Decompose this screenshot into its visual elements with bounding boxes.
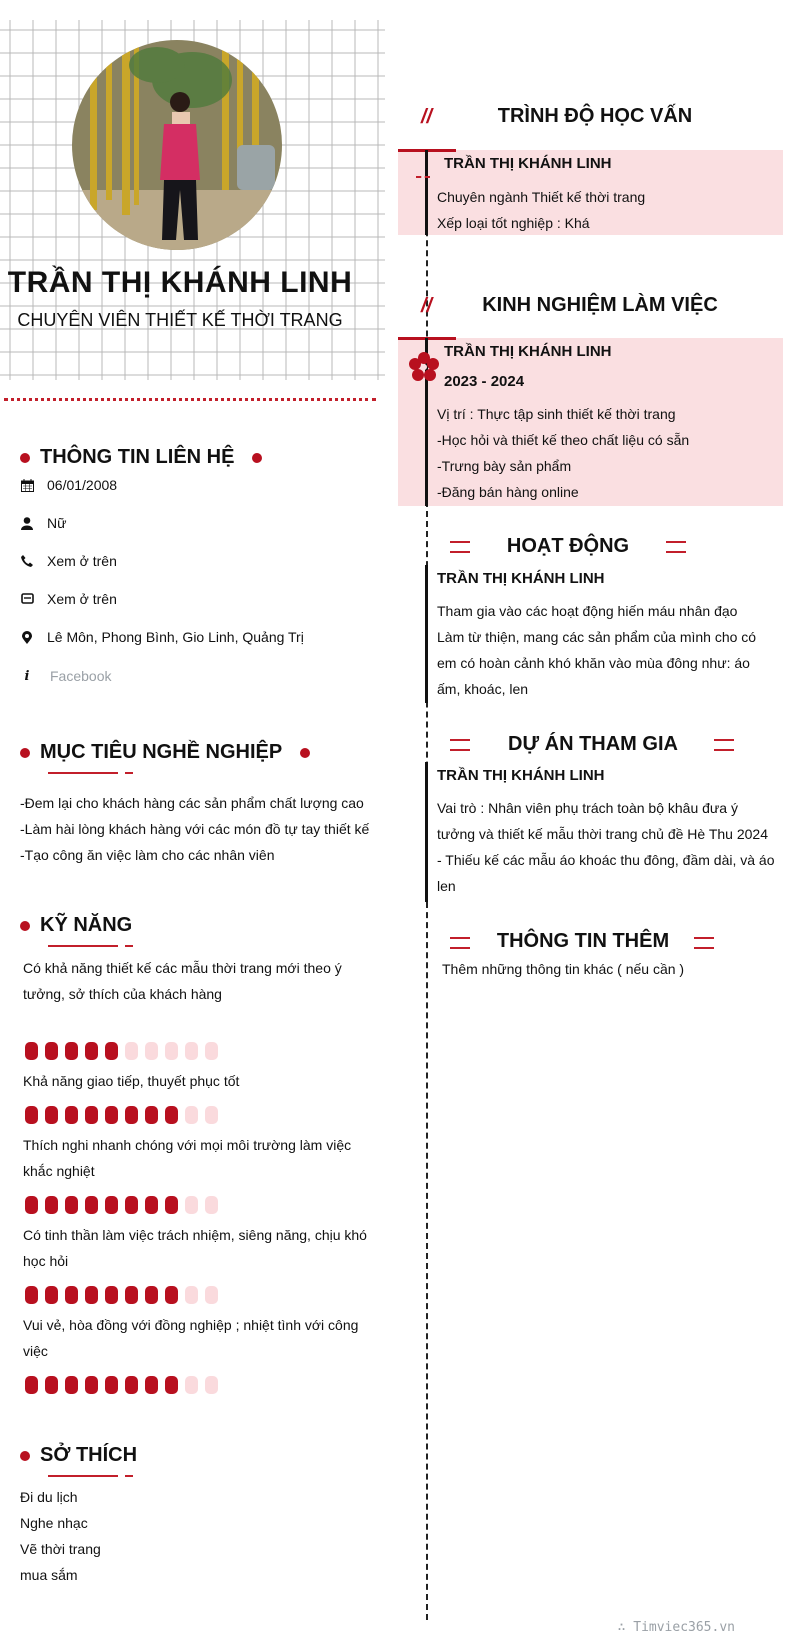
- double-line-icon: [694, 937, 714, 949]
- watermark: ∴ Timviec365.vn: [617, 1620, 735, 1635]
- email-icon: [20, 592, 34, 606]
- experience-details: Vị trí : Thực tập sinh thiết kế thời trang -Học hỏi và thiết kế theo chất liệu có sẵn -Trưng bày sản phẩm -Đăng bán hàng online: [437, 406, 690, 500]
- flower-icon: [409, 352, 439, 387]
- heading-underline: [48, 1475, 118, 1477]
- skill-pill-empty: [185, 1286, 198, 1304]
- double-line-icon: [666, 541, 686, 553]
- list-item: Đi du lịch: [20, 1489, 78, 1505]
- location-icon: [20, 630, 34, 644]
- skill-pill-filled: [85, 1196, 98, 1214]
- slash-icon: //: [421, 106, 433, 128]
- skill-pill-filled: [65, 1286, 78, 1304]
- bullet-icon: [20, 748, 30, 758]
- contact-phone: Xem ở trên: [20, 553, 117, 569]
- bullet-icon: [300, 748, 310, 758]
- skill-pill-filled: [85, 1286, 98, 1304]
- job-title: CHUYÊN VIÊN THIẾT KẾ THỜI TRANG: [17, 310, 343, 330]
- activities-details: Tham gia vào các hoạt động hiến máu nhân đạo Làm từ thiện, mang các sản phẩm của mình cho có em có hoàn cảnh khó khăn vào mùa đông như: áo ấm, khoác, len: [437, 603, 757, 697]
- heading-underline: [48, 945, 118, 947]
- tick-mark: [416, 176, 430, 180]
- skill-3-level: [25, 1196, 218, 1214]
- skill-pill-filled: [85, 1376, 98, 1394]
- double-line-icon: [714, 739, 734, 751]
- profile-photo: [72, 40, 282, 250]
- experience-period: 2023 - 2024: [444, 373, 525, 390]
- skill-pill-empty: [205, 1196, 218, 1214]
- contact-email: Xem ở trên: [20, 591, 117, 607]
- list-item: Vẽ thời trang: [20, 1541, 101, 1557]
- skill-pill-filled: [25, 1196, 38, 1214]
- bullet-icon: [252, 453, 262, 463]
- skill-pill-filled: [65, 1376, 78, 1394]
- contact-gender: Nữ: [20, 515, 66, 531]
- projects-org: TRẦN THỊ KHÁNH LINH: [437, 767, 605, 784]
- skill-4-level: [25, 1286, 218, 1304]
- contact-birthdate: 06/01/2008: [20, 477, 117, 493]
- double-line-icon: [450, 739, 470, 751]
- skill-pill-filled: [45, 1376, 58, 1394]
- skill-5-text: Vui vẻ, hòa đồng với đồng nghiệp ; nhiệt tình với công việc: [23, 1317, 359, 1359]
- skill-3-text: Thích nghi nhanh chóng với mọi môi trường làm việc khắc nghiệt: [23, 1137, 352, 1179]
- skill-pill-filled: [165, 1106, 178, 1124]
- skill-5-level: [25, 1376, 218, 1394]
- double-line-icon: [450, 937, 470, 949]
- contact-address: Lê Môn, Phong Bình, Gio Linh, Quảng Trị: [20, 629, 304, 645]
- hobbies-heading: SỞ THÍCH: [20, 1444, 137, 1467]
- user-icon: [20, 516, 34, 530]
- info-icon: i: [24, 668, 30, 684]
- hobbies-list: [20, 1484, 101, 1588]
- skill-pill-filled: [165, 1286, 178, 1304]
- heading-underline-dash: [125, 1475, 133, 1477]
- education-heading: TRÌNH ĐỘ HỌC VẤN: [497, 105, 693, 127]
- skill-pill-filled: [45, 1196, 58, 1214]
- contact-heading: THÔNG TIN LIÊN HỆ: [20, 446, 262, 469]
- skill-pill-empty: [185, 1376, 198, 1394]
- bullet-icon: [20, 453, 30, 463]
- contact-facebook[interactable]: i Facebook: [20, 668, 111, 684]
- skill-pill-filled: [145, 1106, 158, 1124]
- timeline-solid: [425, 150, 428, 235]
- bullet-icon: [20, 921, 30, 931]
- phone-icon: [20, 554, 34, 568]
- skill-4-text: Có tinh thần làm việc trách nhiệm, siêng năng, chịu khó học hỏi: [23, 1227, 367, 1269]
- skill-pill-filled: [105, 1106, 118, 1124]
- list-item: mua sắm: [20, 1567, 78, 1583]
- skill-pill-filled: [25, 1106, 38, 1124]
- skill-pill-filled: [165, 1376, 178, 1394]
- skill-pill-filled: [145, 1286, 158, 1304]
- skill-2-text: Khả năng giao tiếp, thuyết phục tốt: [23, 1073, 240, 1089]
- objective-text: -Đem lại cho khách hàng các sản phẩm chất lượng cao -Làm hài lòng khách hàng với các món đồ tự tay thiết kế -Tạo công ăn việc làm cho các nhân viên: [20, 795, 370, 863]
- skill-pill-empty: [185, 1106, 198, 1124]
- skill-1-text: Có khả năng thiết kế các mẫu thời trang mới theo ý tưởng, sở thích của khách hàng: [23, 960, 342, 1002]
- skill-pill-filled: [125, 1286, 138, 1304]
- skill-pill-filled: [165, 1196, 178, 1214]
- slash-icon: //: [421, 295, 433, 317]
- heading-underline-dash: [125, 945, 133, 947]
- skill-2-level: [25, 1106, 218, 1124]
- education-school: TRẦN THỊ KHÁNH LINH: [444, 155, 612, 172]
- skill-pill-empty: [185, 1196, 198, 1214]
- experience-company: TRẦN THỊ KHÁNH LINH: [444, 343, 612, 360]
- dotted-divider: [4, 398, 376, 401]
- extra-text: Thêm những thông tin khác ( nếu cần ): [442, 961, 685, 977]
- calendar-icon: [20, 478, 34, 492]
- skill-pill-filled: [145, 1376, 158, 1394]
- skill-pill-empty: [205, 1286, 218, 1304]
- skills-heading: KỸ NĂNG: [20, 914, 132, 937]
- activities-heading: HOẠT ĐỘNG: [506, 535, 630, 557]
- objective-heading: MỤC TIÊU NGHỀ NGHIỆP: [20, 741, 310, 764]
- skill-pill-filled: [145, 1196, 158, 1214]
- skill-pill-filled: [85, 1106, 98, 1124]
- skill-pill-filled: [105, 1286, 118, 1304]
- skill-pill-filled: [65, 1106, 78, 1124]
- skill-pill-filled: [125, 1196, 138, 1214]
- skill-pill-filled: [105, 1196, 118, 1214]
- skill-pill-filled: [25, 1376, 38, 1394]
- skill-pill-filled: [45, 1106, 58, 1124]
- skill-pill-filled: [65, 1196, 78, 1214]
- skill-pill-filled: [45, 1286, 58, 1304]
- heading-underline-dash: [125, 772, 133, 774]
- skill-pill-filled: [125, 1376, 138, 1394]
- skill-pill-empty: [205, 1106, 218, 1124]
- double-line-icon: [450, 541, 470, 553]
- heading-underline: [48, 772, 118, 774]
- projects-details: Vai trò : Nhân viên phụ trách toàn bộ khâu đưa ý tưởng và thiết kế mẫu thời trang chủ đề Hè Thu 2024 - Thiếu kế các mẫu áo khoác thu đông, đầm dài, và áo len: [437, 800, 775, 894]
- bullet-icon: [20, 1451, 30, 1461]
- list-item: Nghe nhạc: [20, 1515, 88, 1531]
- education-details: Chuyên ngành Thiết kế thời trang Xếp loại tốt nghiệp : Khá: [437, 189, 646, 231]
- activities-org: TRẦN THỊ KHÁNH LINH: [437, 570, 605, 587]
- timeline-solid: [425, 762, 428, 902]
- skill-pill-filled: [125, 1106, 138, 1124]
- skill-pill-filled: [25, 1286, 38, 1304]
- projects-heading: DỰ ÁN THAM GIA: [508, 733, 678, 755]
- candidate-name: TRẦN THỊ KHÁNH LINH: [7, 266, 353, 299]
- skill-pill-filled: [105, 1376, 118, 1394]
- skill-pill-empty: [205, 1376, 218, 1394]
- experience-heading: KINH NGHIỆM LÀM VIỆC: [482, 294, 718, 316]
- timeline-solid: [425, 565, 428, 703]
- extra-heading: THÔNG TIN THÊM: [496, 930, 670, 952]
